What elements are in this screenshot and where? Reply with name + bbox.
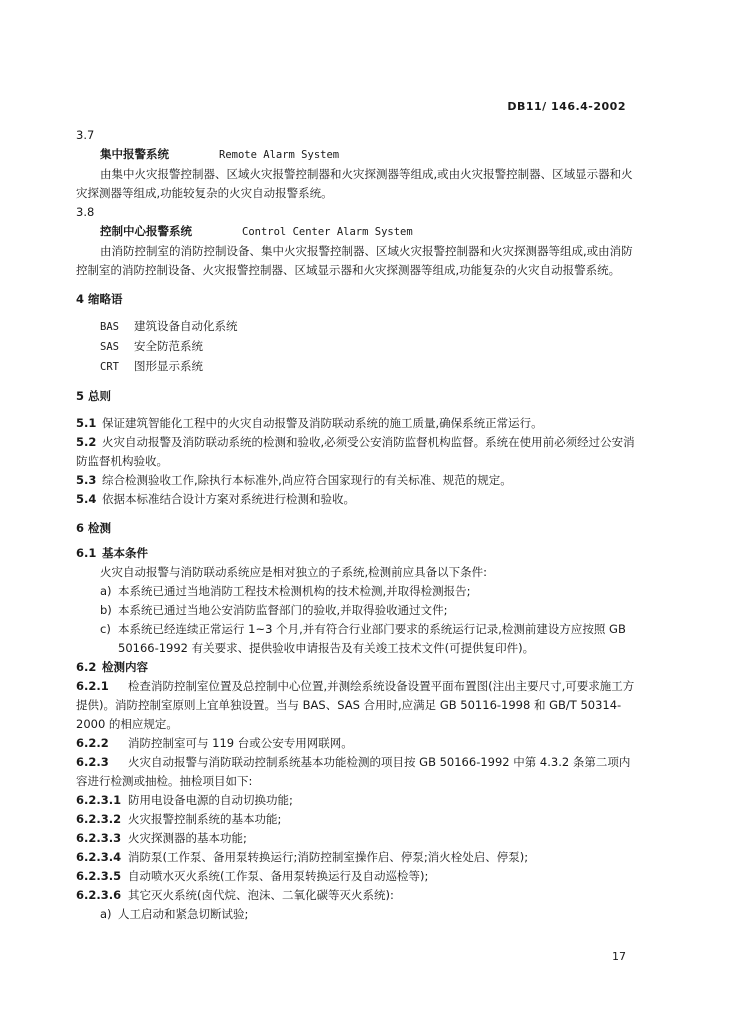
clause-text: 消防控制室可与 119 台或公安专用网联网。	[128, 736, 353, 750]
clause-3-8-number: 3.8	[76, 205, 95, 219]
clause-3-7-number: 3.7	[76, 128, 95, 142]
subsection-heading	[76, 658, 636, 677]
sub-clause	[76, 867, 636, 886]
abbreviation-key: BAS	[100, 321, 119, 333]
clause	[76, 490, 636, 509]
sub-clause-text: 火灾探测器的基本功能;	[128, 831, 247, 845]
list-item	[76, 601, 636, 620]
clause	[76, 471, 636, 490]
sub-clause-number: 6.2.3.3	[76, 831, 122, 845]
clause	[76, 753, 636, 791]
clause-number: 5.4	[76, 492, 97, 506]
term-heading	[76, 145, 636, 165]
list-item	[76, 905, 636, 924]
clause	[76, 734, 636, 753]
term-definition: 由集中火灾报警控制器、区域火灾报警控制器和火灾探测器等组成,或由火灾报警控制器、区域显示器和火灾探测器等组成,功能较复杂的火灾自动报警系统。	[76, 167, 633, 200]
sub-clause	[76, 829, 636, 848]
abbreviation-value: 图形显示系统	[134, 359, 203, 373]
page-number: 17	[612, 950, 626, 963]
clause-text: 火灾自动报警及消防联动系统的检测和验收,必须受公安消防监督机构监督。系统在使用前必须经过公安消防监督机构验收。	[76, 435, 635, 468]
sub-clause-text: 其它灭火系统(卤代烷、泡沫、二氧化碳等灭火系统):	[128, 888, 394, 902]
sub-clause	[76, 848, 636, 867]
sub-clause-text: 自动喷水灭火系统(工作泵、备用泵转换运行及自动巡检等);	[128, 869, 429, 883]
subsection-intro: 火灾自动报警与消防联动系统应是相对独立的子系统,检测前应具备以下条件:	[100, 565, 488, 579]
clause-number: 5.2	[76, 435, 97, 449]
list-text: 人工启动和紧急切断试验;	[118, 907, 249, 921]
subsection-heading	[76, 544, 636, 563]
sub-clause	[76, 810, 636, 829]
clause-text: 综合检测验收工作,除执行本标准外,尚应符合国家现行的有关标准、规范的规定。	[102, 473, 512, 487]
section-heading: 4 缩略语	[76, 292, 123, 306]
abbreviation-row	[76, 357, 636, 377]
abbreviation-key: CRT	[100, 361, 119, 373]
subsection-title: 检测内容	[102, 660, 148, 674]
section-heading: 6 检测	[76, 521, 112, 535]
sub-clause-text: 火灾报警控制系统的基本功能;	[128, 812, 282, 826]
abbreviation-value: 建筑设备自动化系统	[134, 319, 238, 333]
list-item	[76, 620, 636, 658]
term-definition: 由消防控制室的消防控制设备、集中火灾报警控制器、区域火灾报警控制器和火灾探测器等组成,或由消防控制室的消防控制设备、火灾报警控制器、区域显示器和火灾探测器等组成,功能复杂的火灾自动报警系统。	[76, 244, 633, 277]
abbreviation-row	[76, 317, 636, 337]
clause	[76, 433, 636, 471]
subsection-number: 6.1	[76, 546, 97, 560]
clause	[76, 677, 636, 734]
sub-clause-text: 消防泵(工作泵、备用泵转换运行;消防控制室操作启、停泵;消火栓处启、停泵);	[128, 850, 529, 864]
term-english: Control Center Alarm System	[242, 226, 413, 238]
list-text: 本系统已通过当地公安消防监督部门的验收,并取得验收通过文件;	[118, 603, 448, 617]
abbreviation-key: SAS	[100, 341, 119, 353]
clause-number: 6.2.1	[76, 679, 109, 693]
clause-text: 依据本标准结合设计方案对系统进行检测和验收。	[102, 492, 355, 506]
clause-number: 5.1	[76, 416, 97, 430]
sub-clause-number: 6.2.3.2	[76, 812, 122, 826]
list-marker: a)	[100, 584, 112, 598]
sub-clause-number: 6.2.3.1	[76, 793, 122, 807]
clause-text: 火灾自动报警与消防联动控制系统基本功能检测的项目按 GB 50166-1992 中第 4.3.2 条第二项内容进行检测或抽检。抽检项目如下:	[76, 755, 631, 788]
clause-text: 保证建筑智能化工程中的火灾自动报警及消防联动系统的施工质量,确保系统正常运行。	[102, 416, 543, 430]
list-marker: c)	[100, 622, 111, 636]
term-name: 控制中心报警系统	[100, 224, 192, 238]
sub-clause-number: 6.2.3.6	[76, 888, 122, 902]
list-text: 本系统已经连续正常运行 1~3 个月,并有符合行业部门要求的系统运行记录,检测前建设方应按照 GB 50166-1992 有关要求、提供验收申请报告及有关竣工技术文件(可提供复印件)。	[118, 622, 626, 655]
document-body	[76, 126, 636, 924]
section-heading: 5 总则	[76, 389, 112, 403]
sub-clause-number: 6.2.3.5	[76, 869, 122, 883]
abbreviation-value: 安全防范系统	[134, 339, 203, 353]
sub-clause	[76, 791, 636, 810]
term-heading	[76, 222, 636, 242]
clause-number: 6.2.2	[76, 736, 109, 750]
clause-text: 检查消防控制室位置及总控制中心位置,并测绘系统设备设置平面布置图(注出主要尺寸,可要求施工方提供)。消防控制室原则上宜单独设置。当与 BAS、SAS 合用时,应满足 GB 50116-1998 和 GB/T 50314-2000 的相应规定。	[76, 679, 635, 731]
clause-number: 5.3	[76, 473, 97, 487]
sub-clause-text: 防用电设备电源的自动切换功能;	[128, 793, 293, 807]
subsection-number: 6.2	[76, 660, 97, 674]
list-text: 本系统已通过当地消防工程技术检测机构的技术检测,并取得检测报告;	[118, 584, 471, 598]
standard-code: DB11/ 146.4-2002	[507, 100, 626, 113]
list-marker: a)	[100, 907, 112, 921]
subsection-title: 基本条件	[102, 546, 148, 560]
sub-clause-number: 6.2.3.4	[76, 850, 122, 864]
clause-number: 6.2.3	[76, 755, 109, 769]
list-marker: b)	[100, 603, 112, 617]
term-english: Remote Alarm System	[219, 149, 340, 161]
sub-clause	[76, 886, 636, 905]
abbreviation-row	[76, 337, 636, 357]
term-name: 集中报警系统	[100, 147, 169, 161]
list-item	[76, 582, 636, 601]
clause	[76, 414, 636, 433]
